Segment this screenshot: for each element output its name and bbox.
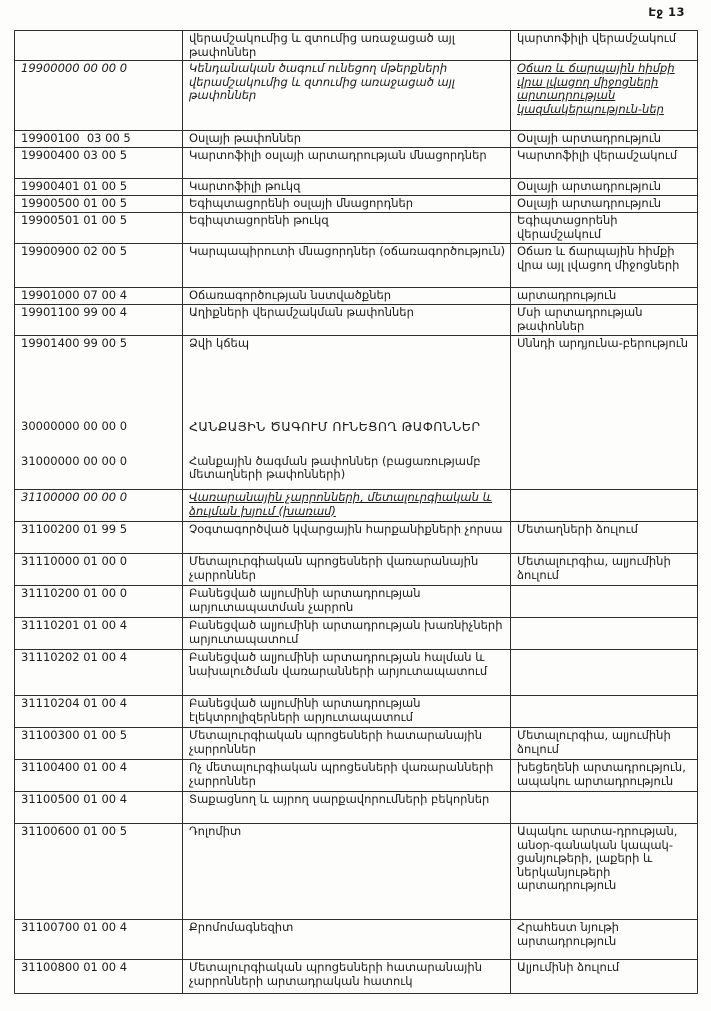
code-cell: 31100000 00 00 0 xyxy=(15,490,183,522)
industry-cell xyxy=(511,490,698,522)
code-cell: 31100400 01 00 4 xyxy=(15,760,183,792)
description-cell: Քրոմոմագնեզիտ xyxy=(183,920,511,960)
table-row xyxy=(15,696,698,728)
code-cell: 31110000 01 00 0 xyxy=(15,554,183,586)
description-cell: Կենդանական ծագում ունեցող մթերքների վերամշակումից և զտումից առաջացած այլ թափոններ xyxy=(183,61,511,131)
industry-cell: Եգիպտացորենի վերամշակում xyxy=(511,213,698,244)
code-cell: 19900000 00 00 0 xyxy=(15,61,183,131)
table-row xyxy=(15,728,698,760)
table-row xyxy=(15,960,698,994)
code-cell: 31100300 01 00 5 xyxy=(15,728,183,760)
code-cell: 19900500 01 00 5 xyxy=(15,196,183,213)
description-cell: Օսլայի թափոններ xyxy=(183,131,511,148)
table-row xyxy=(15,336,698,368)
description-cell: Կարտոֆիլի թուկզ xyxy=(183,179,511,196)
industry-cell: Օճառ և ճարպային հիմքի վրա այլ լվացող միջոցների xyxy=(511,244,698,288)
waste-classification-table xyxy=(14,30,698,994)
description-cell: Մետալուրգիական պրոցեսների հատարանային չարրոններ xyxy=(183,728,511,760)
table-row xyxy=(15,244,698,288)
industry-cell: Կարտոֆիլի վերամշակում xyxy=(511,148,698,179)
description-cell: Մետալուրգիական պրոցեսների հատարանային չարրոնների արտադրական հատուկ xyxy=(183,960,511,994)
industry-cell xyxy=(511,412,698,454)
table-row xyxy=(15,305,698,336)
description-cell: Կարպապիրուտի մնացորդներ (օճառագործություն) xyxy=(183,244,511,288)
code-cell: 19900900 02 00 5 xyxy=(15,244,183,288)
description-cell: Դոլոմիտ xyxy=(183,824,511,920)
code-cell: 19900501 01 00 5 xyxy=(15,213,183,244)
code-cell: 19900401 01 00 5 xyxy=(15,179,183,196)
industry-cell xyxy=(511,696,698,728)
table-row xyxy=(15,586,698,618)
industry-cell: արտադրություն xyxy=(511,288,698,305)
industry-cell: Մսի արտադրության թափոններ xyxy=(511,305,698,336)
description-cell: Հանքային ծագման թափոններ (բացառությամբ մետաղների թափոնների) xyxy=(183,454,511,490)
description-cell xyxy=(183,368,511,412)
code-cell: 31100200 01 99 5 xyxy=(15,522,183,554)
table-row xyxy=(15,490,698,522)
industry-cell xyxy=(511,618,698,650)
code-cell: 31100600 01 00 5 xyxy=(15,824,183,920)
description-cell: Ձվի կճեպ xyxy=(183,336,511,368)
description-cell: Կարտոֆիլի օսլայի արտադրության մնացորդներ xyxy=(183,148,511,179)
code-cell: 31110201 01 00 4 xyxy=(15,618,183,650)
description-cell: Աղիքների վերամշակման թափոններ xyxy=(183,305,511,336)
code-cell: 31100800 01 00 4 xyxy=(15,960,183,994)
description-cell: Մետալուրգիական պրոցեսների վառարանային չարրոններ xyxy=(183,554,511,586)
table-row xyxy=(15,554,698,586)
description-cell: Վառարանային չարրոնների, մետալուրգիական և ձուլման խյում (խառամ) xyxy=(183,490,511,522)
table-row xyxy=(15,288,698,305)
industry-cell: Մետալուրգիա, ալյումինի ձուլում xyxy=(511,728,698,760)
code-cell: 31100500 01 00 4 xyxy=(15,792,183,824)
code-cell: 31000000 00 00 0 xyxy=(15,454,183,490)
table-row xyxy=(15,368,698,412)
table-row xyxy=(15,454,698,490)
description-cell: Ոչ մետալուրգիական պրոցեսների վառարանների չարրոններ xyxy=(183,760,511,792)
industry-cell xyxy=(511,650,698,696)
code-cell xyxy=(15,368,183,412)
industry-cell: Ալյումինի ձուլում xyxy=(511,960,698,994)
industry-cell: Ապակու արտա-դրության, անօր-գանական կապակ-ցանյութերի, լաքերի և ներկանյութերի արտադրություն xyxy=(511,824,698,920)
table-row xyxy=(15,131,698,148)
industry-cell xyxy=(511,368,698,412)
table-row xyxy=(15,792,698,824)
industry-cell: Մետաղների ձուլում xyxy=(511,522,698,554)
code-cell: 19901000 07 00 4 xyxy=(15,288,183,305)
description-cell: Եգիպտացորենի թուկզ xyxy=(183,213,511,244)
code-cell: 19901100 99 00 4 xyxy=(15,305,183,336)
description-cell: Բանեցված ալյումինի արտադրության խառնիչների արյուտապատում xyxy=(183,618,511,650)
table-body xyxy=(15,31,698,994)
code-cell: 19900100 03 00 5 xyxy=(15,131,183,148)
table-row xyxy=(15,760,698,792)
table-row xyxy=(15,618,698,650)
table-row xyxy=(15,213,698,244)
page-number: Էջ 13 xyxy=(648,5,685,19)
description-cell: Չօգտագործված կվարցային հարքանիքների չորսա xyxy=(183,522,511,554)
code-cell: 31110200 01 00 0 xyxy=(15,586,183,618)
description-cell: Օճառագործության նստվածքներ xyxy=(183,288,511,305)
code-cell xyxy=(15,31,183,61)
industry-cell: կարտոֆիլի վերամշակում xyxy=(511,31,698,61)
table-row xyxy=(15,412,698,454)
description-cell: Բանեցված ալյումինի արտադրության էլեկտրոլիզերների արյուտապատում xyxy=(183,696,511,728)
table-row xyxy=(15,31,698,61)
industry-cell xyxy=(511,454,698,490)
industry-cell: Մետալուրգիա, ալյումինի ձուլում xyxy=(511,554,698,586)
table-row xyxy=(15,824,698,920)
code-cell: 19901400 99 00 5 xyxy=(15,336,183,368)
description-cell: Բանեցված ալյումինի արտադրության հալման և նախալուծման վառարանների արյուտապատում xyxy=(183,650,511,696)
description-cell: Տաքացնող և այրող սարքավորումների բեկորներ xyxy=(183,792,511,824)
industry-cell: Օսլայի արտադրություն xyxy=(511,179,698,196)
table-row xyxy=(15,920,698,960)
industry-cell: Հրահեստ նյութի արտադրություն xyxy=(511,920,698,960)
description-cell: ՀԱՆՔԱՅԻՆ ԾԱԳՈՒՄ ՈՒՆԵՑՈՂ ԹԱՓՈՆՆԵՐ xyxy=(183,412,511,454)
industry-cell xyxy=(511,792,698,824)
description-cell: վերամշակումից և զտումից առաջացած այլ թափոններ xyxy=(183,31,511,61)
table-row xyxy=(15,179,698,196)
table-row xyxy=(15,650,698,696)
table-row xyxy=(15,148,698,179)
industry-cell: խեցեղենի արտադրություն, ապակու արտադրություն xyxy=(511,760,698,792)
industry-cell: Օսլայի արտադրություն xyxy=(511,131,698,148)
industry-cell: Օճառ և ճարպային հիմքի վրա լվացող միջոցների արտադրության կազմակերպություն-ներ xyxy=(511,61,698,131)
code-cell: 31100700 01 00 4 xyxy=(15,920,183,960)
table-row xyxy=(15,196,698,213)
description-cell: Եգիպտացորենի օսլայի մնացորդներ xyxy=(183,196,511,213)
table-row xyxy=(15,61,698,131)
industry-cell: Օսլայի արտադրություն xyxy=(511,196,698,213)
description-cell: Բանեցված ալյումինի արտադրության արյուտապատման չարրոն xyxy=(183,586,511,618)
code-cell: 19900400 03 00 5 xyxy=(15,148,183,179)
code-cell: 31110202 01 00 4 xyxy=(15,650,183,696)
industry-cell xyxy=(511,586,698,618)
code-cell: 30000000 00 00 0 xyxy=(15,412,183,454)
table-row xyxy=(15,522,698,554)
industry-cell: Սննդի արդյունա-բերություն xyxy=(511,336,698,368)
code-cell: 31110204 01 00 4 xyxy=(15,696,183,728)
